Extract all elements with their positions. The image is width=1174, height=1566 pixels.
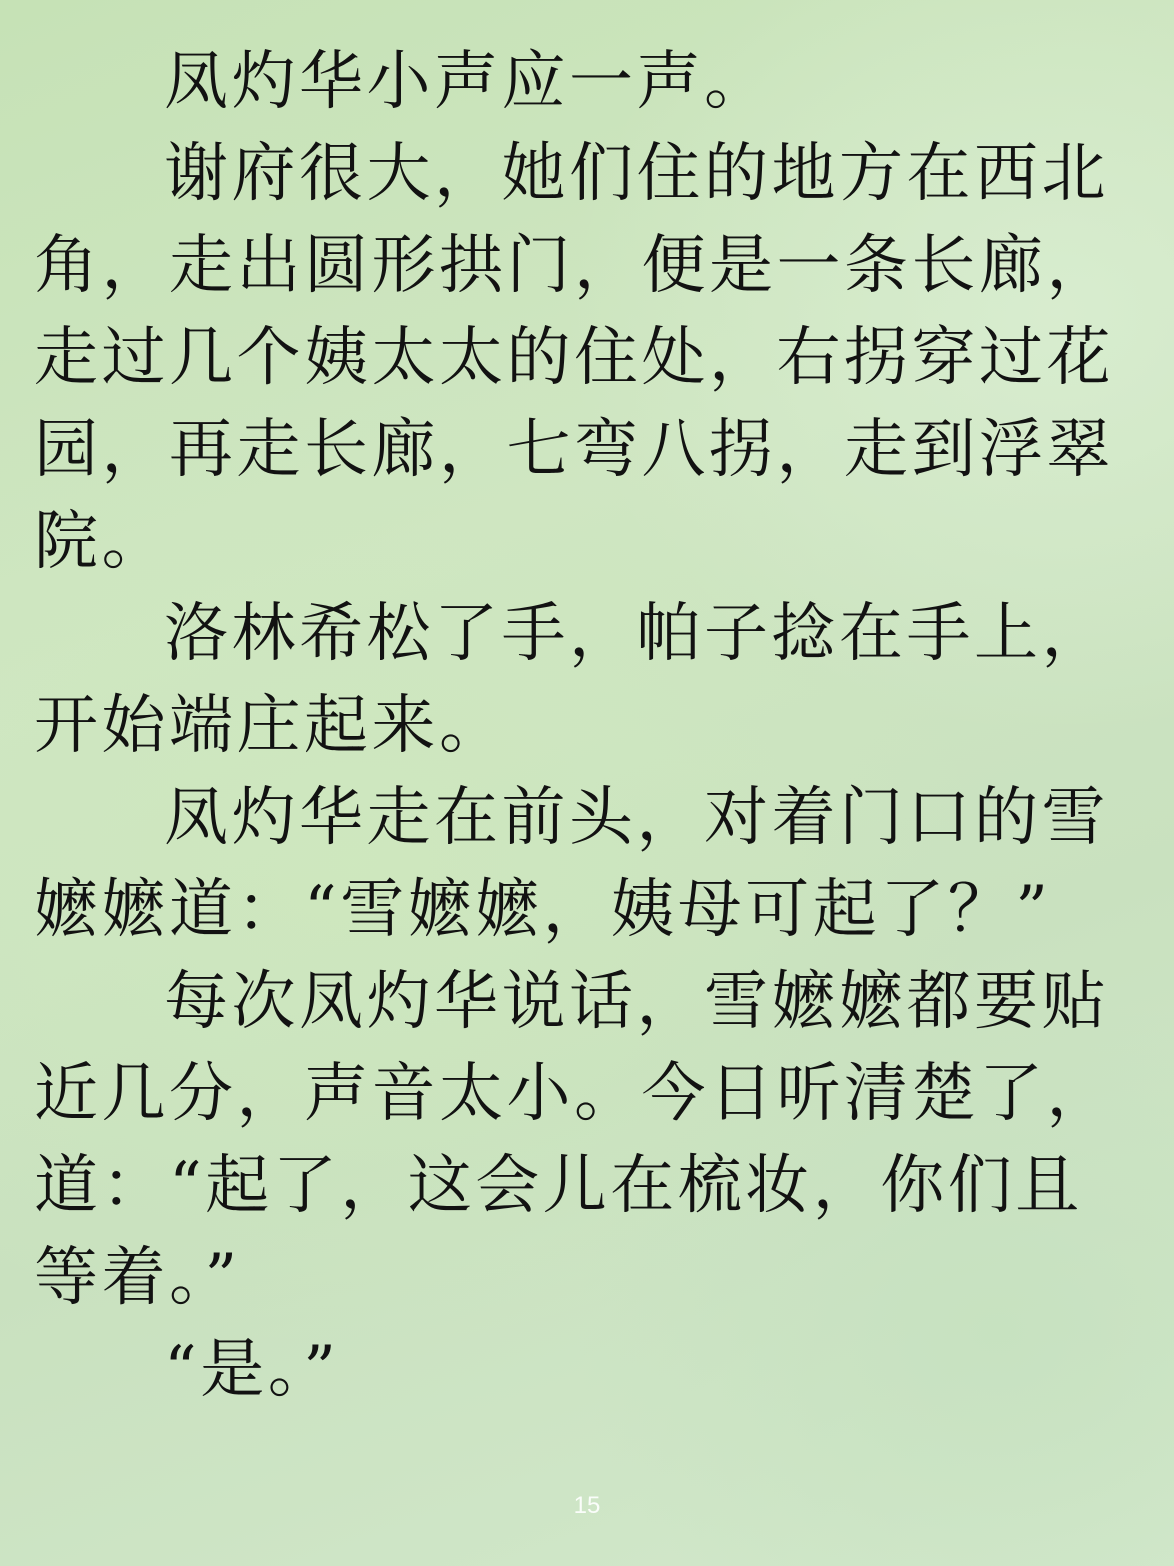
text-line: 院。 bbox=[34, 505, 169, 579]
text-line: 等着。” bbox=[34, 1241, 241, 1315]
text-line: 道：“起了，这会儿在梳妆，你们且 bbox=[34, 1149, 1083, 1223]
page-number: 15 bbox=[573, 1492, 601, 1519]
text-line: 近几分，声音太小。今日听清楚了， bbox=[34, 1057, 1114, 1131]
text-line: 谢府很大，她们住的地方在西北 bbox=[164, 137, 1109, 211]
text-line: 凤灼华小声应一声。 bbox=[164, 45, 772, 119]
text-line: 每次凤灼华说话，雪嬷嬷都要贴 bbox=[164, 965, 1109, 1039]
text-line: 角，走出圆形拱门，便是一条长廊， bbox=[34, 229, 1114, 303]
text-line: 园，再走长廊，七弯八拐，走到浮翠 bbox=[34, 413, 1114, 487]
text-line: “是。” bbox=[164, 1333, 340, 1407]
text-line: 凤灼华走在前头，对着门口的雪 bbox=[164, 781, 1109, 855]
text-line: 嬷嬷道：“雪嬷嬷，姨母可起了？” bbox=[34, 873, 1052, 947]
text-line: 洛林希松了手，帕子捻在手上， bbox=[164, 597, 1109, 671]
text-line: 开始端庄起来。 bbox=[34, 689, 507, 763]
text-line: 走过几个姨太太的住处，右拐穿过花 bbox=[34, 321, 1114, 395]
